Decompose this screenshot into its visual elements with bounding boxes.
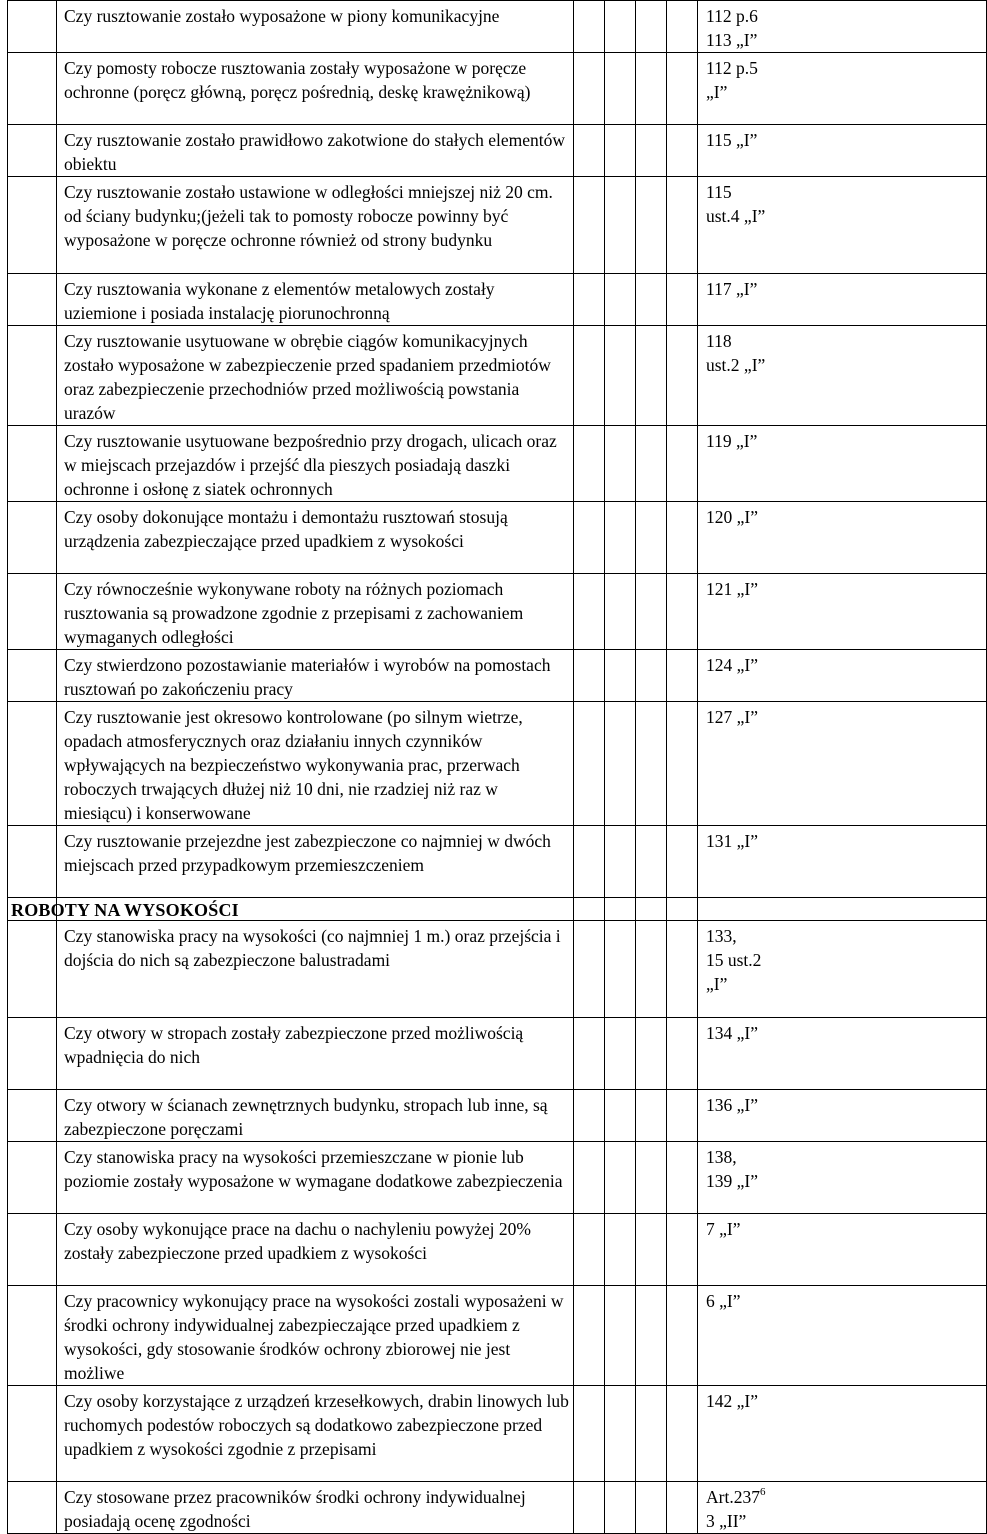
reference-line: 136 „I” bbox=[706, 1095, 758, 1115]
table-row bbox=[8, 826, 987, 898]
reference-cell bbox=[698, 502, 987, 574]
answer-cell[interactable] bbox=[636, 426, 667, 502]
answer-cell[interactable] bbox=[574, 274, 605, 326]
question-cell: Czy rusztowanie zostało ustawione w odległości mniejszej niż 20 cm. od ściany budynku;(jeżeli tak to pomosty robocze powinny być wyposażone w poręcze ochronne również od strony budynku bbox=[57, 177, 574, 274]
reference-cell bbox=[698, 1386, 987, 1482]
table-row bbox=[8, 53, 987, 125]
number-cell bbox=[8, 702, 57, 826]
number-cell bbox=[8, 921, 57, 1018]
answer-cell[interactable] bbox=[605, 1142, 636, 1214]
answer-cell[interactable] bbox=[605, 1090, 636, 1142]
answer-cell[interactable] bbox=[605, 125, 636, 177]
answer-cell[interactable] bbox=[636, 177, 667, 274]
answer-cell[interactable] bbox=[605, 1482, 636, 1534]
answer-cell[interactable] bbox=[574, 177, 605, 274]
answer-cell[interactable] bbox=[636, 1142, 667, 1214]
table-row bbox=[8, 1090, 987, 1142]
answer-cell[interactable] bbox=[667, 53, 698, 125]
table-row bbox=[8, 1, 987, 53]
reference-line: ust.2 „I” bbox=[706, 355, 766, 375]
answer-cell[interactable] bbox=[667, 274, 698, 326]
number-cell bbox=[8, 177, 57, 274]
answer-cell[interactable] bbox=[574, 650, 605, 702]
answer-cell[interactable] bbox=[636, 921, 667, 1018]
answer-cell[interactable] bbox=[667, 650, 698, 702]
answer-cell[interactable] bbox=[605, 426, 636, 502]
number-cell bbox=[8, 125, 57, 177]
reference-line: 127 „I” bbox=[706, 707, 758, 727]
answer-cell[interactable] bbox=[636, 1386, 667, 1482]
answer-cell[interactable] bbox=[605, 574, 636, 650]
reference-line: 131 „I” bbox=[706, 831, 758, 851]
reference-line: 113 „I” bbox=[706, 30, 758, 50]
section-row bbox=[8, 898, 987, 921]
answer-cell[interactable] bbox=[574, 426, 605, 502]
question-cell: Czy pracownicy wykonujący prace na wysokości zostali wyposażeni w środki ochrony indywidualnej zabezpieczające przed upadkiem z wysokości, gdy stosowanie środków ochrony zbiorowej nie jest możliwe bbox=[57, 1286, 574, 1386]
question-cell: Czy otwory w stropach zostały zabezpieczone przed możliwością wpadnięcia do nich bbox=[57, 1018, 574, 1090]
reference-line: 115 „I” bbox=[706, 130, 758, 150]
answer-cell[interactable] bbox=[667, 1482, 698, 1534]
answer-cell[interactable] bbox=[636, 1, 667, 53]
question-cell: Czy osoby korzystające z urządzeń krzesełkowych, drabin linowych lub ruchomych podestów roboczych są dodatkowo zabezpieczone przed upadkiem z wysokości zgodnie z przepisami bbox=[57, 1386, 574, 1482]
reference-line: ust.4 „I” bbox=[706, 206, 766, 226]
number-cell bbox=[8, 1, 57, 53]
answer-cell[interactable] bbox=[605, 326, 636, 426]
reference-cell bbox=[698, 1286, 987, 1386]
reference-superscript: 6 bbox=[759, 1486, 766, 1498]
answer-cell[interactable] bbox=[667, 1142, 698, 1214]
table-row bbox=[8, 921, 987, 1018]
question-cell: Czy rusztowanie usytuowane w obrębie ciągów komunikacyjnych zostało wyposażone w zabezpieczenie przed spadaniem przedmiotów oraz zabezpieczenie przechodniów przed możliwością powstania urazów bbox=[57, 326, 574, 426]
reference-cell bbox=[698, 826, 987, 898]
table-row bbox=[8, 1214, 987, 1286]
answer-cell[interactable] bbox=[605, 826, 636, 898]
reference-line: „I” bbox=[706, 974, 728, 994]
table-row bbox=[8, 502, 987, 574]
answer-cell[interactable] bbox=[605, 1286, 636, 1386]
answer-cell[interactable] bbox=[636, 1090, 667, 1142]
answer-cell[interactable] bbox=[667, 426, 698, 502]
answer-cell[interactable] bbox=[667, 1018, 698, 1090]
answer-cell[interactable] bbox=[574, 702, 605, 826]
answer-cell[interactable] bbox=[667, 574, 698, 650]
number-cell bbox=[8, 326, 57, 426]
reference-line: 115 bbox=[706, 182, 732, 202]
table-row bbox=[8, 702, 987, 826]
question-cell: Czy stosowane przez pracowników środki ochrony indywidualnej posiadają ocenę zgodności bbox=[57, 1482, 574, 1534]
question-cell: Czy rusztowanie zostało wyposażone w piony komunikacyjne bbox=[57, 1, 574, 53]
answer-cell[interactable] bbox=[667, 1214, 698, 1286]
question-cell: Czy rusztowanie przejezdne jest zabezpieczone co najmniej w dwóch miejscach przed przypadkowym przemieszczeniem bbox=[57, 826, 574, 898]
reference-line: 15 ust.2 bbox=[706, 950, 762, 970]
answer-cell[interactable] bbox=[574, 1, 605, 53]
reference-line: 7 „I” bbox=[706, 1219, 741, 1239]
number-cell bbox=[8, 826, 57, 898]
question-cell: Czy rusztowanie usytuowane bezpośrednio przy drogach, ulicach oraz w miejscach przejazdów i przejść dla pieszych posiadają daszki ochronne i osłonę z siatek ochronnych bbox=[57, 426, 574, 502]
table-row bbox=[8, 1286, 987, 1386]
question-cell: Czy równocześnie wykonywane roboty na różnych poziomach rusztowania są prowadzone zgodnie z przepisami z zachowaniem wymaganych odległości bbox=[57, 574, 574, 650]
table-row bbox=[8, 326, 987, 426]
answer-cell[interactable] bbox=[636, 826, 667, 898]
reference-cell bbox=[698, 574, 987, 650]
reference-line: 138, bbox=[706, 1147, 737, 1167]
answer-cell[interactable] bbox=[605, 1214, 636, 1286]
answer-cell[interactable] bbox=[574, 1214, 605, 1286]
number-cell bbox=[8, 1090, 57, 1142]
checklist-table bbox=[7, 0, 987, 1534]
answer-cell[interactable] bbox=[605, 274, 636, 326]
answer-cell[interactable] bbox=[574, 53, 605, 125]
answer-cell[interactable] bbox=[667, 125, 698, 177]
table-row bbox=[8, 650, 987, 702]
reference-cell bbox=[698, 702, 987, 826]
answer-cell[interactable] bbox=[667, 921, 698, 1018]
answer-cell[interactable] bbox=[605, 1386, 636, 1482]
reference-cell bbox=[698, 326, 987, 426]
number-cell bbox=[8, 53, 57, 125]
question-cell: Czy stwierdzono pozostawianie materiałów i wyrobów na pomostach rusztowań po zakończeniu pracy bbox=[57, 650, 574, 702]
reference-line: 121 „I” bbox=[706, 579, 758, 599]
reference-line: 124 „I” bbox=[706, 655, 758, 675]
number-cell bbox=[8, 1482, 57, 1534]
section-title: ROBOTY NA WYSOKOŚCI bbox=[8, 898, 57, 921]
answer-cell[interactable] bbox=[574, 1018, 605, 1090]
reference-line: „I” bbox=[706, 82, 728, 102]
reference-cell bbox=[698, 1214, 987, 1286]
reference-cell bbox=[698, 125, 987, 177]
table-row bbox=[8, 1386, 987, 1482]
number-cell bbox=[8, 574, 57, 650]
answer-cell[interactable] bbox=[636, 1482, 667, 1534]
answer-cell[interactable] bbox=[636, 898, 667, 921]
reference-line: 117 „I” bbox=[706, 279, 758, 299]
table-row bbox=[8, 125, 987, 177]
answer-cell[interactable] bbox=[574, 502, 605, 574]
question-cell: Czy otwory w ścianach zewnętrznych budynku, stropach lub inne, są zabezpieczone poręczami bbox=[57, 1090, 574, 1142]
table-row bbox=[8, 1142, 987, 1214]
table-row bbox=[8, 426, 987, 502]
number-cell bbox=[8, 1142, 57, 1214]
question-cell: Czy stanowiska pracy na wysokości przemieszczane w pionie lub poziomie zostały wyposażone w wymagane dodatkowe zabezpieczenia bbox=[57, 1142, 574, 1214]
answer-cell[interactable] bbox=[667, 177, 698, 274]
reference-cell bbox=[698, 1482, 987, 1534]
answer-cell[interactable] bbox=[605, 921, 636, 1018]
number-cell bbox=[8, 1286, 57, 1386]
number-cell bbox=[8, 650, 57, 702]
number-cell bbox=[8, 1214, 57, 1286]
question-cell: Czy rusztowania wykonane z elementów metalowych zostały uziemione i posiada instalację piorunochronną bbox=[57, 274, 574, 326]
answer-cell[interactable] bbox=[636, 702, 667, 826]
answer-cell[interactable] bbox=[636, 650, 667, 702]
answer-cell[interactable] bbox=[574, 1482, 605, 1534]
reference-cell bbox=[698, 1142, 987, 1214]
answer-cell[interactable] bbox=[574, 826, 605, 898]
reference-cell bbox=[698, 177, 987, 274]
number-cell bbox=[8, 1018, 57, 1090]
reference-cell bbox=[698, 53, 987, 125]
answer-cell[interactable] bbox=[636, 1286, 667, 1386]
reference-line: 120 „I” bbox=[706, 507, 758, 527]
number-cell bbox=[8, 426, 57, 502]
reference-cell bbox=[698, 426, 987, 502]
answer-cell[interactable] bbox=[605, 702, 636, 826]
answer-cell[interactable] bbox=[667, 1090, 698, 1142]
number-cell bbox=[8, 502, 57, 574]
number-cell bbox=[8, 1386, 57, 1482]
reference-cell bbox=[698, 921, 987, 1018]
answer-cell[interactable] bbox=[574, 574, 605, 650]
reference-cell bbox=[698, 1018, 987, 1090]
reference-line: 118 bbox=[706, 331, 732, 351]
answer-cell[interactable] bbox=[667, 1386, 698, 1482]
reference-line: 134 „I” bbox=[706, 1023, 758, 1043]
question-cell: Czy pomosty robocze rusztowania zostały wyposażone w poręcze ochronne (poręcz główną, poręcz pośrednią, deskę krawężnikową) bbox=[57, 53, 574, 125]
reference-line: 142 „I” bbox=[706, 1391, 758, 1411]
table-row bbox=[8, 1018, 987, 1090]
answer-cell[interactable] bbox=[574, 1142, 605, 1214]
reference-line bbox=[706, 1485, 982, 1509]
answer-cell[interactable] bbox=[636, 53, 667, 125]
table-row bbox=[8, 274, 987, 326]
answer-cell[interactable] bbox=[667, 898, 698, 921]
answer-cell[interactable] bbox=[574, 1386, 605, 1482]
reference-line: 6 „I” bbox=[706, 1291, 741, 1311]
answer-cell[interactable] bbox=[605, 1, 636, 53]
answer-cell[interactable] bbox=[605, 898, 636, 921]
reference-cell bbox=[698, 1, 987, 53]
reference-cell bbox=[698, 1090, 987, 1142]
answer-cell[interactable] bbox=[667, 502, 698, 574]
reference-line: 139 „I” bbox=[706, 1171, 758, 1191]
table-row bbox=[8, 574, 987, 650]
answer-cell[interactable] bbox=[667, 702, 698, 826]
answer-cell[interactable] bbox=[605, 53, 636, 125]
answer-cell[interactable] bbox=[605, 502, 636, 574]
answer-cell[interactable] bbox=[605, 177, 636, 274]
answer-cell[interactable] bbox=[605, 1018, 636, 1090]
answer-cell[interactable] bbox=[636, 1018, 667, 1090]
question-cell: Czy rusztowanie zostało prawidłowo zakotwione do stałych elementów obiektu bbox=[57, 125, 574, 177]
answer-cell[interactable] bbox=[574, 1286, 605, 1386]
answer-cell[interactable] bbox=[636, 574, 667, 650]
answer-cell[interactable] bbox=[667, 326, 698, 426]
answer-cell[interactable] bbox=[636, 326, 667, 426]
reference-line: 112 p.5 bbox=[706, 58, 758, 78]
reference-line: 3 „II” bbox=[706, 1511, 747, 1531]
answer-cell[interactable] bbox=[636, 125, 667, 177]
answer-cell[interactable] bbox=[574, 921, 605, 1018]
answer-cell[interactable] bbox=[636, 502, 667, 574]
answer-cell[interactable] bbox=[636, 1214, 667, 1286]
question-cell: Czy osoby dokonujące montażu i demontażu rusztowań stosują urządzenia zabezpieczające przed upadkiem z wysokości bbox=[57, 502, 574, 574]
reference-line: 112 p.6 bbox=[706, 6, 758, 26]
reference-cell bbox=[698, 650, 987, 702]
question-cell: Czy rusztowanie jest okresowo kontrolowane (po silnym wietrze, opadach atmosferycznych oraz działaniu innych czynników wpływających na bezpieczeństwo wykonywania prac, przerwach roboczych trwających dłużej niż 10 dni, nie rzadziej niż raz w miesiącu) i konserwowane bbox=[57, 702, 574, 826]
reference-cell bbox=[698, 898, 987, 921]
answer-cell[interactable] bbox=[574, 898, 605, 921]
answer-cell[interactable] bbox=[574, 1090, 605, 1142]
number-cell bbox=[8, 274, 57, 326]
reference-line: 119 „I” bbox=[706, 431, 758, 451]
answer-cell[interactable] bbox=[636, 274, 667, 326]
table-row bbox=[8, 177, 987, 274]
question-cell: Czy stanowiska pracy na wysokości (co najmniej 1 m.) oraz przejścia i dojścia do nich są zabezpieczone balustradami bbox=[57, 921, 574, 1018]
answer-cell[interactable] bbox=[574, 326, 605, 426]
answer-cell[interactable] bbox=[667, 826, 698, 898]
table-row bbox=[8, 1482, 987, 1534]
reference-cell bbox=[698, 274, 987, 326]
reference-article: Art.237 bbox=[706, 1487, 760, 1507]
answer-cell[interactable] bbox=[667, 1286, 698, 1386]
answer-cell[interactable] bbox=[574, 125, 605, 177]
reference-line: 133, bbox=[706, 926, 737, 946]
question-cell: Czy osoby wykonujące prace na dachu o nachyleniu powyżej 20% zostały zabezpieczone przed upadkiem z wysokości bbox=[57, 1214, 574, 1286]
answer-cell[interactable] bbox=[667, 1, 698, 53]
answer-cell[interactable] bbox=[605, 650, 636, 702]
